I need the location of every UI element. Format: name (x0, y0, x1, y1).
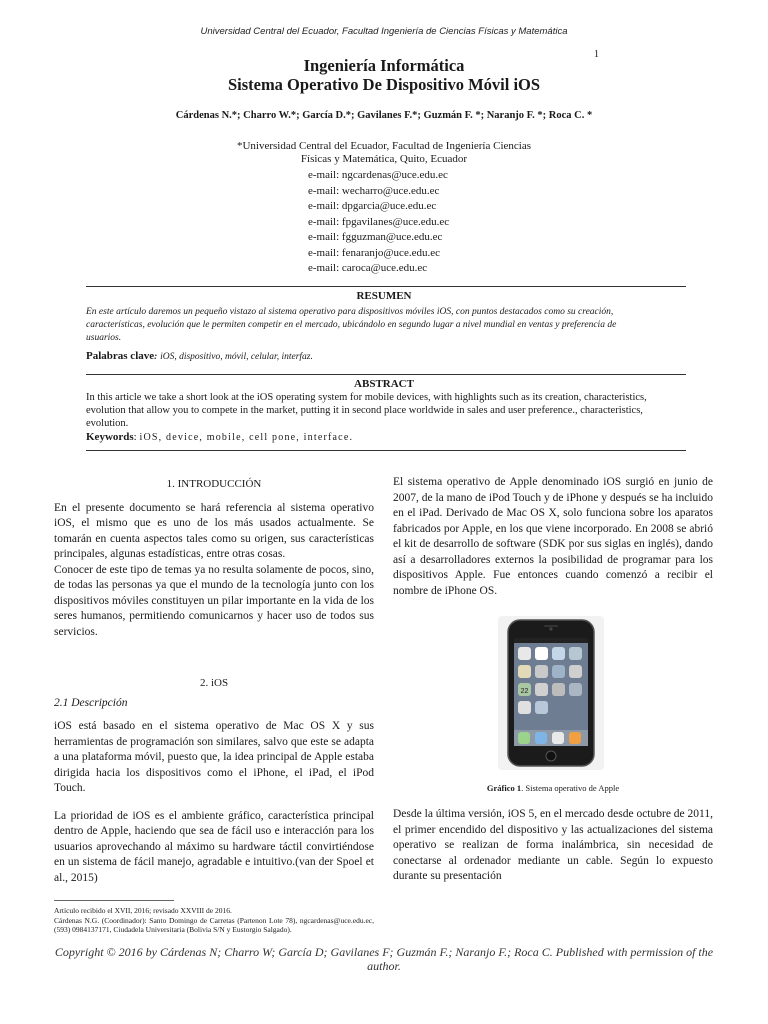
iphone-image (498, 616, 604, 770)
paper-title-line1: Ingeniería Informática (303, 56, 465, 75)
email-item: e-mail: ngcardenas@uce.edu.ec (308, 169, 448, 181)
resumen-heading: RESUMEN (356, 290, 412, 302)
intro-paragraph-2: Conocer de este tipo de temas ya no resulta solamente de pocos, sino, de todas las personas ya que el mundo de la tecnología junto con los dispositivos móviles constituyen un pilar importante en la vida de los seres humanos, permitiendo comunicarnos y hacer uso de todos sus servicios. (54, 563, 374, 638)
descripcion-paragraph-1: iOS está basado en el sistema operativo de Mac OS X y sus herramientas de programación son similares, salvo que este se adapta a una plataforma móvil, puesto que, la idea principal de Apple estaba dirigida hacia los dispositivos como el iPhone, el iPad, el iPod Touch. (54, 720, 374, 794)
right-column-bottom (393, 807, 713, 885)
figure-caption (393, 783, 713, 793)
keywords-separator: : (154, 352, 158, 362)
footnote (54, 906, 374, 935)
running-head: Universidad Central del Ecuador, Facultad Ingeniería de Ciencias Físicas y Matemática (200, 26, 568, 37)
left-column (54, 477, 374, 640)
phone-calendar-date: 22 (520, 688, 529, 695)
affiliation (200, 140, 568, 166)
email-list (308, 168, 449, 277)
affiliation-line2: Físicas y Matemática, Quito, Ecuador (300, 153, 468, 165)
footnote-line: Cárdenas N.G. (Coordinador): Santo Domingo de Carretas (Partenon Lote 78), ngcardenas@uce.edu.ec, (593) 0984137171, Ciudadela Universitaria (Bolivia S/N y Eustorgio Salgado). (54, 915, 374, 934)
ios-section (54, 676, 374, 886)
copyright-notice: Copyright © 2016 by Cárdenas N; Charro W; García D; Gavilanes F; Guzmán F.; Naranjo F.; Roca C. Published with permission of the author. (54, 945, 714, 973)
keywords-label: Palabras clave (86, 350, 155, 362)
keywords (86, 431, 353, 443)
abstract-text: In this article we take a short look at the iOS operating system for mobile devices, with highlights such as its creation, characteristics, evolution that allow you to compete in the market, putting it in second place worldwide in sales and user preference., characteristics, evolution. (86, 392, 647, 429)
keywords-value: iOS, dispositivo, móvil, celular, interfaz. (160, 352, 313, 362)
ios-heading: 2. iOS (199, 677, 229, 689)
divider (86, 374, 686, 375)
affiliation-line1: *Universidad Central del Ecuador, Facultad de Ingeniería Ciencias (236, 140, 531, 152)
descripcion-paragraph-2: La prioridad de iOS es el ambiente gráfico, característica principal dentro de Apple, haciendo que sea de fácil uso e interacción para los usuarios aprovechando al máximo su hardware táctil convirtiéndose en un sistema de fácil manejo, agradable e intuitivo.(van der Spoel et al., 2015) (54, 809, 374, 884)
palabras-clave (86, 350, 686, 362)
paper-title-line2: Sistema Operativo De Dispositivo Móvil iOS (227, 75, 541, 94)
email-item: e-mail: fgguzman@uce.edu.ec (308, 231, 443, 243)
right-column-top (393, 475, 713, 599)
intro-paragraph-1: En el presente documento se hará referencia al sistema operativo iOS, el mismo que es uno de los más usados actualmente. Se tomarán en cuenta aspectos tales como su origen, sus características principales, algunas estadísticas, entre otras cosas. (54, 501, 374, 560)
figure-text: . Sistema operativo de Apple (521, 783, 620, 793)
email-item: e-mail: wecharro@uce.edu.ec (308, 184, 440, 197)
keywords-value-en: iOS, device, mobile, cell pone, interface. (139, 432, 354, 443)
footnote-line: Artículo recibido el XVII, 2016; revisado XXVIII de 2016. (54, 906, 232, 915)
email-item: e-mail: caroca@uce.edu.ec (308, 262, 428, 274)
divider (86, 286, 686, 287)
iphone-illustration (498, 616, 604, 770)
footnote-rule (54, 900, 174, 901)
figure-label: Gráfico 1 (486, 783, 522, 793)
right-paragraph-1: El sistema operativo de Apple denominado iOS surgió en junio de 2007, de la mano de iPod Touch y de iPhone y después se ha incluido en el iPad. Derivado de Mac OS X, solo funciona sobre los aparatos fabricados por Apple, en los que viene incorporado. En 2008 se abrió el kit de desarrollo de software (SDK por sus siglas en inglés), dando así a desarrolladores externos la posibilidad de programar para los dispositivos Apple. Fue entonces cuando comenzó a recibir el nombre de iPhone OS. (393, 476, 713, 597)
descripcion-subheading: 2.1 Descripción (54, 696, 128, 709)
divider (86, 450, 686, 451)
email-item: e-mail: fenaranjo@uce.edu.ec (308, 246, 440, 259)
right-paragraph-2: Desde la última versión, iOS 5, en el mercado desde octubre de 2011, el primer encendido del dispositivo y las actualizaciones del sistema operativo se realizan de forma inalámbrica, sin necesidad de conectarse al ordenador mediante un cable. Según lo expuesto durante su presentación (393, 808, 713, 882)
email-item: e-mail: fpgavilanes@uce.edu.ec (308, 215, 450, 228)
intro-heading: 1. INTRODUCCIÓN (166, 478, 262, 490)
abstract-heading: ABSTRACT (354, 378, 414, 390)
page-number: 1 (594, 49, 599, 60)
author-list: Cárdenas N.*; Charro W.*; García D.*; Gavilanes F.*; Guzmán F. *; Naranjo F. *; Roca C. * (175, 110, 593, 121)
keywords-separator-en: : (133, 431, 140, 443)
keywords-label-en: Keywords (86, 431, 134, 443)
email-item: e-mail: dpgarcia@uce.edu.ec (308, 200, 437, 212)
resumen-text: En este artículo daremos un pequeño vistazo al sistema operativo para dispositivos móviles iOS, con puntos destacados como su creación, características, evolución que le permiten competir en el mercado, ubicándolo en segundo lugar a nivel mundial en ventas y preferencia de usuarios. (86, 307, 617, 343)
